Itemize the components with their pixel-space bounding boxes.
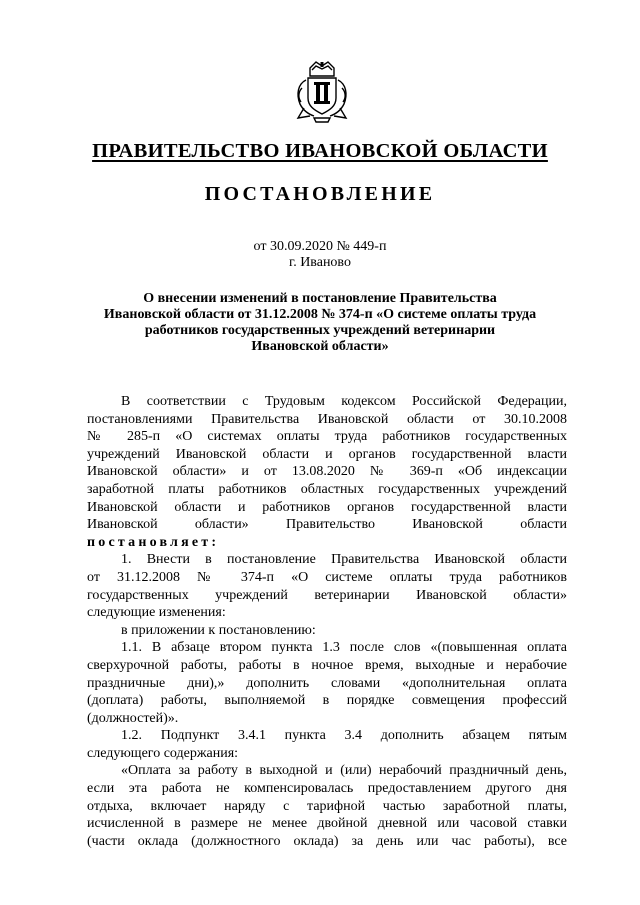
body-line: следующего содержания: [87,745,239,761]
body-line: учреждений Ивановской области и органов государственной власти [87,446,567,462]
body-line: сверхурочной работы, работы в ночное время, выходные и нерабочие [87,657,567,673]
body-line: следующие изменения: [87,605,226,621]
body-line: праздничные дни),» дополнить словами «дополнительная оплата [87,675,567,691]
body-line: если эта работа не компенсировалась предоставлением другого дня [87,781,567,797]
body-line: Ивановской области» и от 13.08.2020 № 369-п «Об индексации [87,464,567,480]
coat-of-arms-icon [292,58,352,126]
title-line: Ивановской области от 31.12.2008 № 374-п «О системе оплаты труда [103,307,537,322]
body-line: 1.2. Подпункт 3.4.1 пункта 3.4 дополнить абзацем пятым [121,728,567,744]
body-line: исчисленной в размере не менее двойной дневной или часовой ставки [87,816,567,832]
body-line: В соответствии с Трудовым кодексом Российской Федерации, [121,394,567,409]
organization-name: ПРАВИТЕЛЬСТВО ИВАНОВСКОЙ ОБЛАСТИ [92,140,548,162]
body-line: Ивановской области и работников органов государственной власти [87,499,567,515]
title-line: Ивановской области» [251,339,389,354]
document-type: ПОСТАНОВЛЕНИЕ [204,183,436,205]
title-line: работников государственных учреждений ветеринарии [144,323,496,338]
body-line: постановлениями Правительства Ивановской области от 30.10.2008 [87,411,567,427]
body-line: в приложении к постановлению: [121,622,316,638]
body-line: от 31.12.2008 № 374-п «О системе оплаты труда работников [87,569,567,585]
city: г. Иваново [289,255,351,270]
body-line: № 285-п «О системах оплаты труда работников государственных [87,429,567,445]
title-line: О внесении изменений в постановление Правительства [143,291,497,306]
body-line: отдыха, включает наряду с тарифной частью заработной платы, [87,798,567,814]
body-line: 1. Внести в постановление Правительства Ивановской области [121,552,567,568]
body-line: «Оплата за работу в выходной и (или) нерабочий праздничный день, [121,763,567,779]
document-body [87,393,567,850]
date-number: от 30.09.2020 № 449-п [253,239,387,254]
body-line: (части оклада (должностного оклада) за день или час работы), все [87,833,567,849]
body-line: Ивановской области» Правительство Ивановской области [87,517,567,533]
body-line-resolves: постановляет: [87,534,220,550]
body-line: 1.1. В абзаце втором пункта 1.3 после слов «(повышенная оплата [121,640,567,656]
body-line: (доплата) работы, выполняемой в порядке совмещения профессий [87,693,567,709]
body-line: (должностей)». [87,710,179,726]
body-line: государственных учреждений ветеринарии Ивановской области» [87,587,567,603]
document-title [80,291,560,355]
body-line: заработной платы работников областных государственных учреждений [87,481,567,497]
date-block [0,239,640,271]
